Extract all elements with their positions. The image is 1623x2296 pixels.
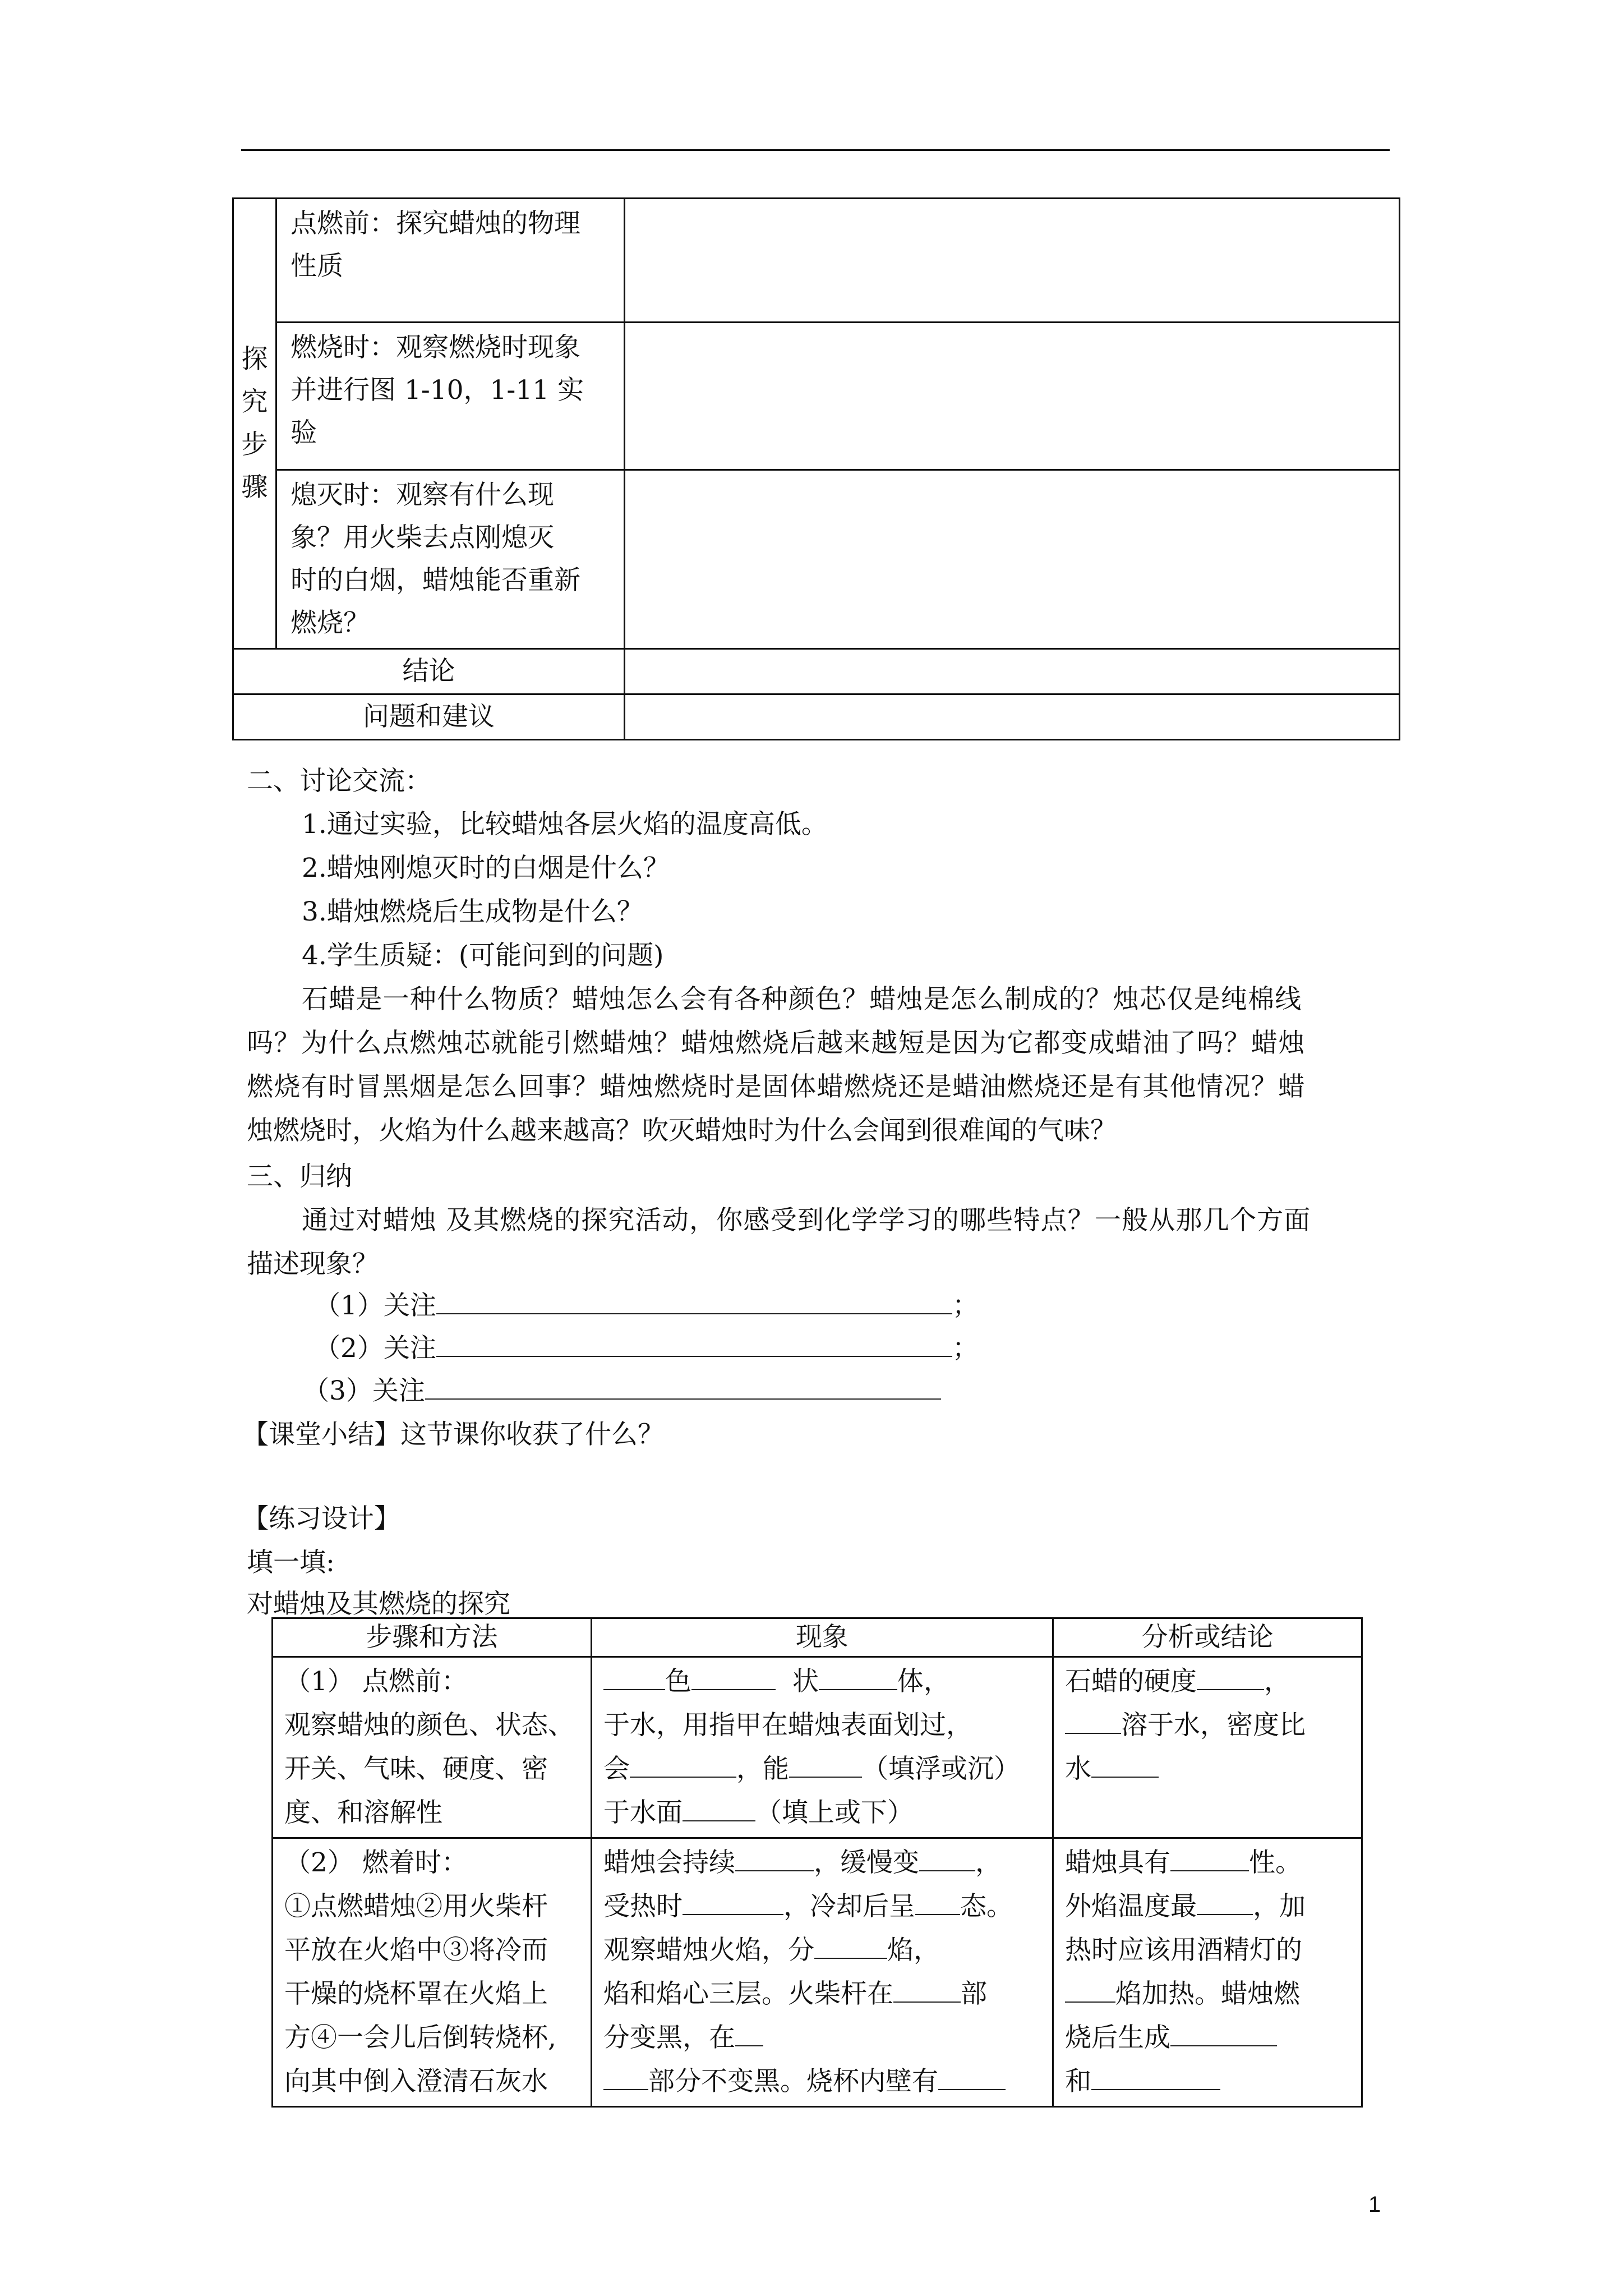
discussion-item: 3.蜡烛燃烧后生成物是什么？: [302, 896, 643, 927]
analysis-text: 热时应该用酒精灯的: [1065, 1935, 1302, 1966]
step-label: [276, 199, 625, 323]
analysis-text: 溶于水，密度比: [1121, 1710, 1306, 1741]
focus-item-end: ；: [952, 1333, 979, 1364]
focus-item-label: （3）关注: [303, 1375, 425, 1406]
induction-heading: 三、归纳: [247, 1161, 352, 1192]
step-label-line: 燃烧？: [291, 608, 370, 638]
fill-blank[interactable]: [1065, 1708, 1121, 1734]
questions-answer-cell[interactable]: [625, 694, 1400, 740]
fill-blank[interactable]: [691, 1664, 776, 1690]
fill-blank[interactable]: [735, 1846, 814, 1871]
phenomenon-text: 于水面: [603, 1797, 683, 1828]
method-cell: [273, 1657, 592, 1838]
phenomenon-cell: [592, 1838, 1053, 2107]
fill-blank[interactable]: [1197, 1889, 1253, 1915]
analysis-text: 焰加热。蜡烛燃: [1115, 1978, 1300, 2009]
fill-blank[interactable]: [1170, 2021, 1277, 2046]
fill-blank[interactable]: [603, 2064, 648, 2090]
step-label-line: 熄灭时：观察有什么现: [291, 480, 554, 510]
phenomenon-text: 部分不变黑。烧杯内壁有: [648, 2066, 938, 2097]
analysis-text: ，: [1264, 1666, 1290, 1697]
table-row: [273, 1657, 1362, 1838]
practice-table: [271, 1617, 1363, 2108]
discussion-item: 4.学生质疑：(可能问到的问题): [302, 940, 664, 971]
discussion-item: 2.蜡烛刚熄灭时的白烟是什么？: [302, 853, 670, 884]
fill-blank[interactable]: [893, 1977, 961, 2003]
focus-item: [314, 1285, 979, 1322]
conclusion-label: 结论: [233, 649, 625, 694]
fill-blank[interactable]: [789, 1752, 862, 1778]
method-line: 开关、气味、硬度、密: [284, 1754, 548, 1784]
method-line: 干燥的烧杯罩在火焰上: [284, 1978, 548, 2009]
table-row: [233, 649, 1400, 694]
fill-blank[interactable]: [1091, 1752, 1159, 1778]
column-header: 现象: [592, 1618, 1053, 1657]
focus-item-end: ；: [952, 1290, 979, 1321]
questions-label: 问题和建议: [233, 694, 625, 740]
method-line: （1） 点燃前：: [284, 1666, 468, 1697]
discussion-paragraph: 烛燃烧时，火焰为什么越来越高？吹灭蜡烛时为什么会闻到很难闻的气味？: [247, 1115, 1117, 1146]
phenomenon-text: 体，: [897, 1666, 950, 1697]
discussion-paragraph: 吗？为什么点燃烛芯就能引燃蜡烛？蜡烛燃烧后越来越短是因为它都变成蜡油了吗？蜡烛: [247, 1028, 1306, 1059]
phenomenon-text: 焰和焰心三层。火柴杆在: [603, 1978, 893, 2009]
table-row: [233, 470, 1400, 649]
phenomenon-text: （填浮或沉）: [862, 1754, 1020, 1784]
phenomenon-text: 受热时: [603, 1891, 683, 1922]
analysis-text: 外焰温度最: [1065, 1891, 1197, 1922]
discussion-paragraph: 燃烧有时冒黑烟是怎么回事？蜡烛燃烧时是固体蜡燃烧还是蜡油燃烧还是有其他情况？蜡: [247, 1071, 1306, 1102]
exploration-table: [232, 197, 1400, 740]
step-label-line: 燃烧时：观察燃烧时现象: [291, 332, 580, 363]
discussion-item: 1.通过实验，比较蜡烛各层火焰的温度高低。: [302, 809, 828, 840]
phenomenon-text: 部: [961, 1978, 987, 2009]
phenomenon-text: 蜡烛会持续: [603, 1847, 735, 1878]
table-row: [273, 1838, 1362, 2107]
step-label: [276, 470, 625, 649]
method-line: 向其中倒入澄清石灰水: [284, 2066, 548, 2097]
analysis-text: 蜡烛具有: [1065, 1847, 1170, 1878]
induction-text: 描述现象？: [247, 1249, 379, 1280]
phenomenon-text: ，: [975, 1847, 1002, 1878]
fill-blank[interactable]: [735, 2021, 763, 2046]
page-number: 1: [1368, 2192, 1381, 2217]
focus-item: [303, 1370, 941, 1407]
fill-blank[interactable]: [919, 1846, 975, 1871]
induction-text: 通过对蜡烛 及其燃烧的探究活动，你感受到化学学习的哪些特点？一般从那几个方面: [302, 1205, 1311, 1236]
method-line: 观察蜡烛的颜色、状态、: [284, 1710, 574, 1741]
method-line: （2） 燃着时：: [284, 1847, 468, 1878]
column-header: 分析或结论: [1053, 1618, 1362, 1657]
phenomenon-text: ，冷却后呈: [783, 1891, 915, 1922]
focus-blank[interactable]: [425, 1374, 941, 1400]
step-label-line: 性质: [291, 251, 343, 282]
phenomenon-text: ，能: [736, 1754, 789, 1784]
phenomenon-text: 于水，用指甲在蜡烛表面划过，: [603, 1710, 972, 1741]
analysis-text: ，加: [1253, 1891, 1306, 1922]
practice-subheading: 填一填:: [247, 1547, 335, 1578]
focus-item-label: （1）关注: [314, 1290, 436, 1321]
step-label-line: 象？用火柴去点刚熄灭: [291, 522, 554, 553]
header-rule: [241, 149, 1390, 151]
discussion-heading: 二、讨论交流：: [247, 766, 431, 797]
focus-item-label: （2）关注: [314, 1333, 436, 1364]
phenomenon-cell: [592, 1657, 1053, 1838]
step-answer-cell[interactable]: [625, 199, 1400, 323]
step-answer-cell[interactable]: [625, 323, 1400, 470]
phenomenon-text: 观察蜡烛火焰，分: [603, 1935, 814, 1966]
fill-blank[interactable]: [603, 1664, 665, 1690]
focus-item: [314, 1327, 979, 1365]
analysis-text: 烧后生成: [1065, 2022, 1170, 2053]
practice-table-title: 对蜡烛及其燃烧的探究: [247, 1589, 510, 1619]
side-label-text: 探究步骤: [241, 344, 268, 503]
step-answer-cell[interactable]: [625, 470, 1400, 649]
fill-blank[interactable]: [1065, 1977, 1115, 2003]
class-summary: 【课堂小结】这节课你收获了什么？: [242, 1419, 664, 1450]
method-cell: [273, 1838, 592, 2107]
analysis-cell: [1053, 1838, 1362, 2107]
phenomenon-text: 分变黑，在: [603, 2022, 735, 2053]
fill-blank[interactable]: [938, 2064, 1006, 2090]
practice-heading: 【练习设计】: [242, 1503, 400, 1534]
step-label-line: 点燃前：探究蜡烛的物理: [291, 208, 580, 239]
analysis-text: 石蜡的硬度: [1065, 1666, 1197, 1697]
phenomenon-text: 会: [603, 1754, 630, 1784]
discussion-paragraph: 石蜡是一种什么物质？蜡烛怎么会有各种颜色？蜡烛是怎么制成的？烛芯仅是纯棉线: [302, 984, 1302, 1015]
phenomenon-text: 态。: [960, 1891, 1013, 1922]
fill-blank[interactable]: [630, 1752, 736, 1778]
method-line: ①点燃蜡烛②用火柴杆: [284, 1891, 548, 1922]
method-line: 度、和溶解性: [284, 1797, 442, 1828]
fill-blank[interactable]: [683, 1889, 783, 1915]
table-row: [233, 694, 1400, 740]
fill-blank[interactable]: [1170, 1846, 1249, 1871]
phenomenon-text: ，缓慢变: [814, 1847, 919, 1878]
method-line: 平放在火焰中③将冷而: [284, 1935, 548, 1966]
conclusion-answer-cell[interactable]: [625, 649, 1400, 694]
analysis-text: 水: [1065, 1754, 1091, 1784]
method-line: 方④一会儿后倒转烧杯,: [284, 2022, 556, 2053]
step-label-line: 时的白烟，蜡烛能否重新: [291, 565, 580, 596]
table-row: [233, 323, 1400, 470]
step-label: [276, 323, 625, 470]
fill-blank[interactable]: [814, 1933, 887, 1959]
fill-blank[interactable]: [1091, 2064, 1220, 2090]
table-header-row: [273, 1618, 1362, 1657]
fill-blank[interactable]: [915, 1889, 960, 1915]
analysis-text: 性。: [1249, 1847, 1302, 1878]
table-row: [233, 199, 1400, 323]
focus-blank[interactable]: [436, 1331, 952, 1357]
focus-blank[interactable]: [436, 1289, 952, 1314]
analysis-text: 和: [1065, 2066, 1091, 2097]
fill-blank[interactable]: [683, 1796, 755, 1821]
column-header: 步骤和方法: [273, 1618, 592, 1657]
phenomenon-text: （填上或下）: [755, 1797, 914, 1828]
side-label: [233, 199, 276, 649]
phenomenon-text: 色: [665, 1666, 691, 1697]
fill-blank[interactable]: [1197, 1664, 1264, 1690]
step-label-line: 并进行图 1-10，1-11 实: [291, 375, 584, 406]
phenomenon-text: 焰，: [887, 1935, 940, 1966]
phenomenon-text: 状: [792, 1666, 819, 1697]
analysis-cell: [1053, 1657, 1362, 1838]
step-label-line: 验: [291, 417, 317, 448]
fill-blank[interactable]: [819, 1664, 897, 1690]
